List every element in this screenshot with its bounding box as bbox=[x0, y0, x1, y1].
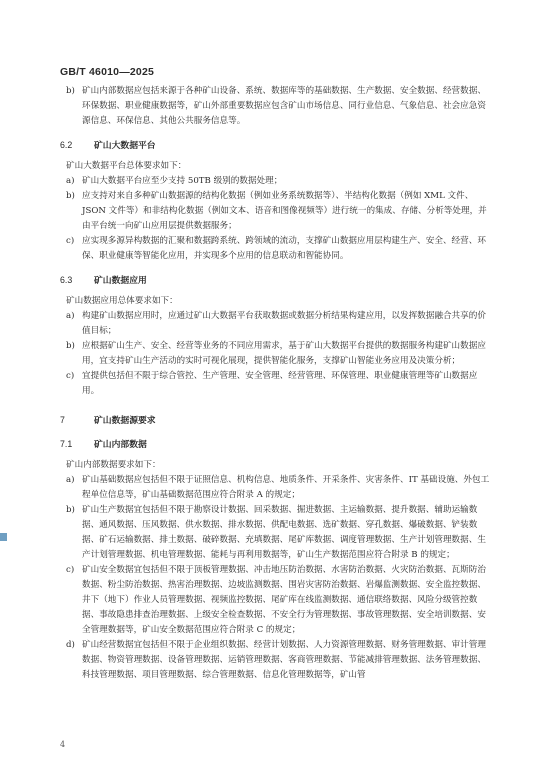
standard-code-header: GB/T 46010—2025 bbox=[60, 66, 155, 78]
section-title: 矿山大数据平台 bbox=[94, 140, 156, 150]
list-item bbox=[60, 638, 490, 683]
list-item bbox=[60, 563, 490, 638]
list-item-text: 应根据矿山生产、安全、经营等业务的不同应用需求，基于矿山大数据平台提供的数据服务构建矿山数据应用，宜支持矿山生产活动的实时可视化展现，提供智能化服务，支撑矿山智能业务应用及决策分析； bbox=[82, 341, 486, 366]
section-heading bbox=[60, 413, 490, 428]
list-marker: c) bbox=[66, 371, 75, 381]
list-marker: a) bbox=[66, 475, 75, 485]
list-item bbox=[60, 339, 490, 369]
list-marker: a) bbox=[66, 311, 75, 321]
list-marker: d) bbox=[66, 640, 75, 650]
list-marker: b) bbox=[66, 505, 75, 515]
section-title: 矿山数据应用 bbox=[94, 275, 147, 285]
section-number: 6.2 bbox=[60, 140, 73, 150]
list-marker: b) bbox=[66, 86, 75, 96]
spacer bbox=[60, 428, 490, 437]
spacer bbox=[60, 399, 490, 413]
list-item-text: 构建矿山数据应用时，应通过矿山大数据平台获取数据或数据分析结果构建应用，以发挥数据融合共享的价值目标； bbox=[82, 311, 486, 336]
section-number: 6.3 bbox=[60, 275, 73, 285]
section-number: 7 bbox=[60, 415, 65, 425]
list-marker: c) bbox=[66, 236, 75, 246]
list-item-text: 矿山大数据平台应至少支持 50TB 级别的数据处理； bbox=[82, 176, 283, 186]
document-body bbox=[60, 84, 490, 683]
list-item bbox=[60, 369, 490, 399]
page-number: 4 bbox=[60, 740, 66, 749]
list-item-text: 应实现多源异构数据的汇聚和数据跨系统、跨领域的流动，支撑矿山数据应用层构建生产、安全、经营、环保、职业健康等智能化应用，并实现多个应用的信息联动和智能协同。 bbox=[82, 236, 486, 261]
section-heading bbox=[60, 273, 490, 288]
body-paragraph: 矿山大数据平台总体要求如下： bbox=[66, 161, 187, 171]
list-item-text: 应支持对来自多种矿山数据源的结构化数据（例如业务系统数据等）、半结构化数据（例如 XML 文件、JSON 文件等）和非结构化数据（例如文本、语音和图像视频等）进行统一的集成、存储、分析等处理，并由平台统一向矿山应用层提供数据服务； bbox=[82, 191, 487, 231]
list-item bbox=[60, 503, 490, 563]
body-paragraph: 矿山数据应用总体要求如下： bbox=[66, 296, 178, 306]
list-item bbox=[60, 309, 490, 339]
section-title: 矿山数据源要求 bbox=[94, 415, 156, 425]
spacer bbox=[60, 129, 490, 138]
section-number: 7.1 bbox=[60, 439, 73, 449]
list-item-text: 矿山内部数据应包括来源于各种矿山设备、系统、数据库等的基础数据、生产数据、安全数据、经营数据、环保数据、职业健康数据等，矿山外部重要数据应包含矿山市场信息、同行业信息、气象信息、社会应急资源信息、环保信息、其他公共服务信息等。 bbox=[82, 86, 486, 126]
section-title: 矿山内部数据 bbox=[94, 439, 147, 449]
list-item bbox=[60, 189, 490, 234]
list-item bbox=[60, 174, 490, 189]
list-item-text: 宜提供包括但不限于综合管控、生产管理、安全管理、经营管理、环保管理、职业健康管理等矿山数据应用。 bbox=[82, 371, 478, 396]
list-item-text: 矿山安全数据宜包括但不限于顶板管理数据、冲击地压防治数据、水害防治数据、火灾防治数据、瓦斯防治数据、粉尘防治数据、热害治理数据、边坡监测数据、围岩灾害防治数据、岩爆监测数据、安全监控数据、井下（地下）作业人员管理数据、视频监控数据、尾矿库在线监测数据、通信联络数据、风险分级管控数据、事故隐患排查治理数据、上级安全检查数据、不安全行为管理数据、事故管理数据、安全培训数据、安全管理数据等，矿山安全数据范围应符合附录 C 的规定； bbox=[82, 565, 486, 635]
list-marker: b) bbox=[66, 341, 75, 351]
list-marker: b) bbox=[66, 191, 75, 201]
section-heading bbox=[60, 138, 490, 153]
list-item bbox=[60, 473, 490, 503]
list-item-text: 矿山基础数据应包括但不限于证照信息、机构信息、地质条件、开采条件、灾害条件、IT 基础设施、外包工程单位信息等，矿山基础数据范围应符合附录 A 的规定； bbox=[82, 475, 490, 500]
list-marker: a) bbox=[66, 176, 75, 186]
body-paragraph: 矿山内部数据要求如下： bbox=[66, 460, 161, 470]
list-item-text: 矿山生产数据宜包括但不限于勘察设计数据、回采数据、掘进数据、主运输数据、提升数据、辅助运输数据、通风数据、压风数据、供水数据、排水数据、供配电数据、选矿数据、穿孔数据、爆破数据、铲装数据、矿石运输数据、排土数据、破碎数据、充填数据、尾矿库数据、调度管理数据、生产计划管理数据、生产计划管理数据、机电管理数据、能耗与再利用数据等，矿山生产数据范围应符合附录 B 的规定； bbox=[82, 505, 486, 560]
list-item bbox=[60, 84, 490, 129]
spacer bbox=[60, 264, 490, 273]
list-marker: c) bbox=[66, 565, 75, 575]
section-heading bbox=[60, 437, 490, 452]
list-item bbox=[60, 234, 490, 264]
side-tab-marker bbox=[0, 533, 7, 541]
list-item-text: 矿山经营数据宜包括但不限于企业组织数据、经营计划数据、人力资源管理数据、财务管理数据、审计管理数据、物资管理数据、设备管理数据、运销管理数据、客商管理数据、节能减排管理数据、法务管理数据、科技管理数据、项目管理数据、综合管理数据、信息化管理数据等，矿山管 bbox=[82, 640, 486, 680]
